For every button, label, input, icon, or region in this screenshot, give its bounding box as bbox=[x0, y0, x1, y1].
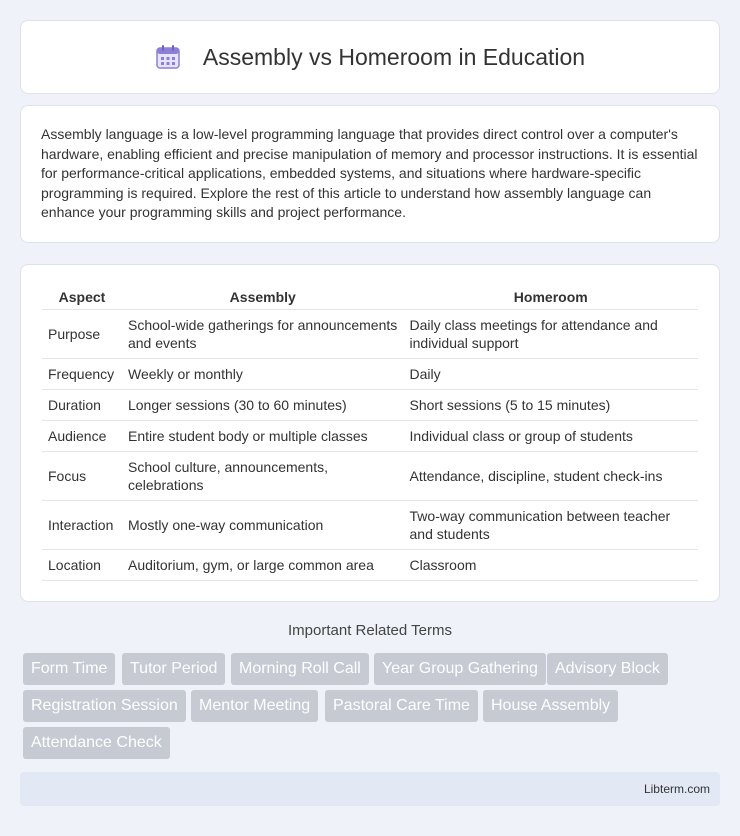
comparison-table bbox=[42, 285, 698, 581]
column-header-aspect: Aspect bbox=[42, 285, 122, 309]
table-row bbox=[42, 549, 698, 580]
table-cell-aspect: Audience bbox=[42, 420, 122, 451]
footer bbox=[20, 772, 720, 806]
table-cell-homeroom: Individual class or group of students bbox=[404, 420, 698, 451]
related-terms-title: Important Related Terms bbox=[288, 622, 452, 639]
table-cell-homeroom: Classroom bbox=[404, 549, 698, 580]
table-cell-assembly: Weekly or monthly bbox=[122, 358, 404, 389]
footer-site-link[interactable]: Libterm.com bbox=[643, 782, 710, 796]
calendar-icon bbox=[155, 44, 181, 70]
table-cell-aspect: Interaction bbox=[42, 500, 122, 549]
related-term-tag[interactable]: Year Group Gathering bbox=[374, 653, 546, 685]
related-term-tag[interactable]: Registration Session bbox=[23, 690, 186, 722]
table-cell-assembly: Longer sessions (30 to 60 minutes) bbox=[122, 389, 404, 420]
related-term-tag[interactable]: Pastoral Care Time bbox=[325, 690, 478, 722]
table-cell-aspect: Frequency bbox=[42, 358, 122, 389]
table-cell-homeroom: Short sessions (5 to 15 minutes) bbox=[404, 389, 698, 420]
table-cell-homeroom: Two-way communication between teacher and students bbox=[404, 500, 698, 549]
comparison-card bbox=[20, 264, 720, 602]
intro-card bbox=[20, 105, 720, 243]
table-cell-assembly: School-wide gatherings for announcements and events bbox=[122, 309, 404, 358]
column-header-assembly: Assembly bbox=[122, 285, 404, 309]
column-header-homeroom: Homeroom bbox=[404, 285, 698, 309]
table-row bbox=[42, 420, 698, 451]
table-cell-assembly: Auditorium, gym, or large common area bbox=[122, 549, 404, 580]
table-cell-aspect: Duration bbox=[42, 389, 122, 420]
related-term-tag[interactable]: Morning Roll Call bbox=[231, 653, 369, 685]
related-term-tag[interactable]: Form Time bbox=[23, 653, 115, 685]
table-row bbox=[42, 358, 698, 389]
table-row bbox=[42, 451, 698, 500]
related-term-tag[interactable]: Tutor Period bbox=[122, 653, 225, 685]
table-row bbox=[42, 389, 698, 420]
table-row bbox=[42, 500, 698, 549]
table-cell-aspect: Purpose bbox=[42, 309, 122, 358]
related-term-tag[interactable]: House Assembly bbox=[483, 690, 618, 722]
table-row bbox=[42, 309, 698, 358]
page-title: Assembly vs Homeroom in Education bbox=[202, 43, 586, 70]
table-cell-aspect: Focus bbox=[42, 451, 122, 500]
table-cell-assembly: School culture, announcements, celebrations bbox=[122, 451, 404, 500]
table-cell-aspect: Location bbox=[42, 549, 122, 580]
intro-text: Assembly language is a low-level programming language that provides direct control over a computer's hardware, enabling efficient and precise manipulation of memory and processor instructions. It is essential for performance-critical applications, embedded systems, and situations where hardware-specific programming is required. Explore the rest of this article to understand how assembly language can enhance your programming skills and project performance. bbox=[41, 126, 698, 220]
table-cell-assembly: Mostly one-way communication bbox=[122, 500, 404, 549]
related-term-tag[interactable]: Mentor Meeting bbox=[191, 690, 318, 722]
table-cell-homeroom: Attendance, discipline, student check-ins bbox=[404, 451, 698, 500]
header-card bbox=[20, 20, 720, 94]
table-cell-homeroom: Daily bbox=[404, 358, 698, 389]
related-term-tag[interactable]: Attendance Check bbox=[23, 727, 170, 759]
table-cell-assembly: Entire student body or multiple classes bbox=[122, 420, 404, 451]
table-cell-homeroom: Daily class meetings for attendance and individual support bbox=[404, 309, 698, 358]
related-term-tag[interactable]: Advisory Block bbox=[547, 653, 668, 685]
